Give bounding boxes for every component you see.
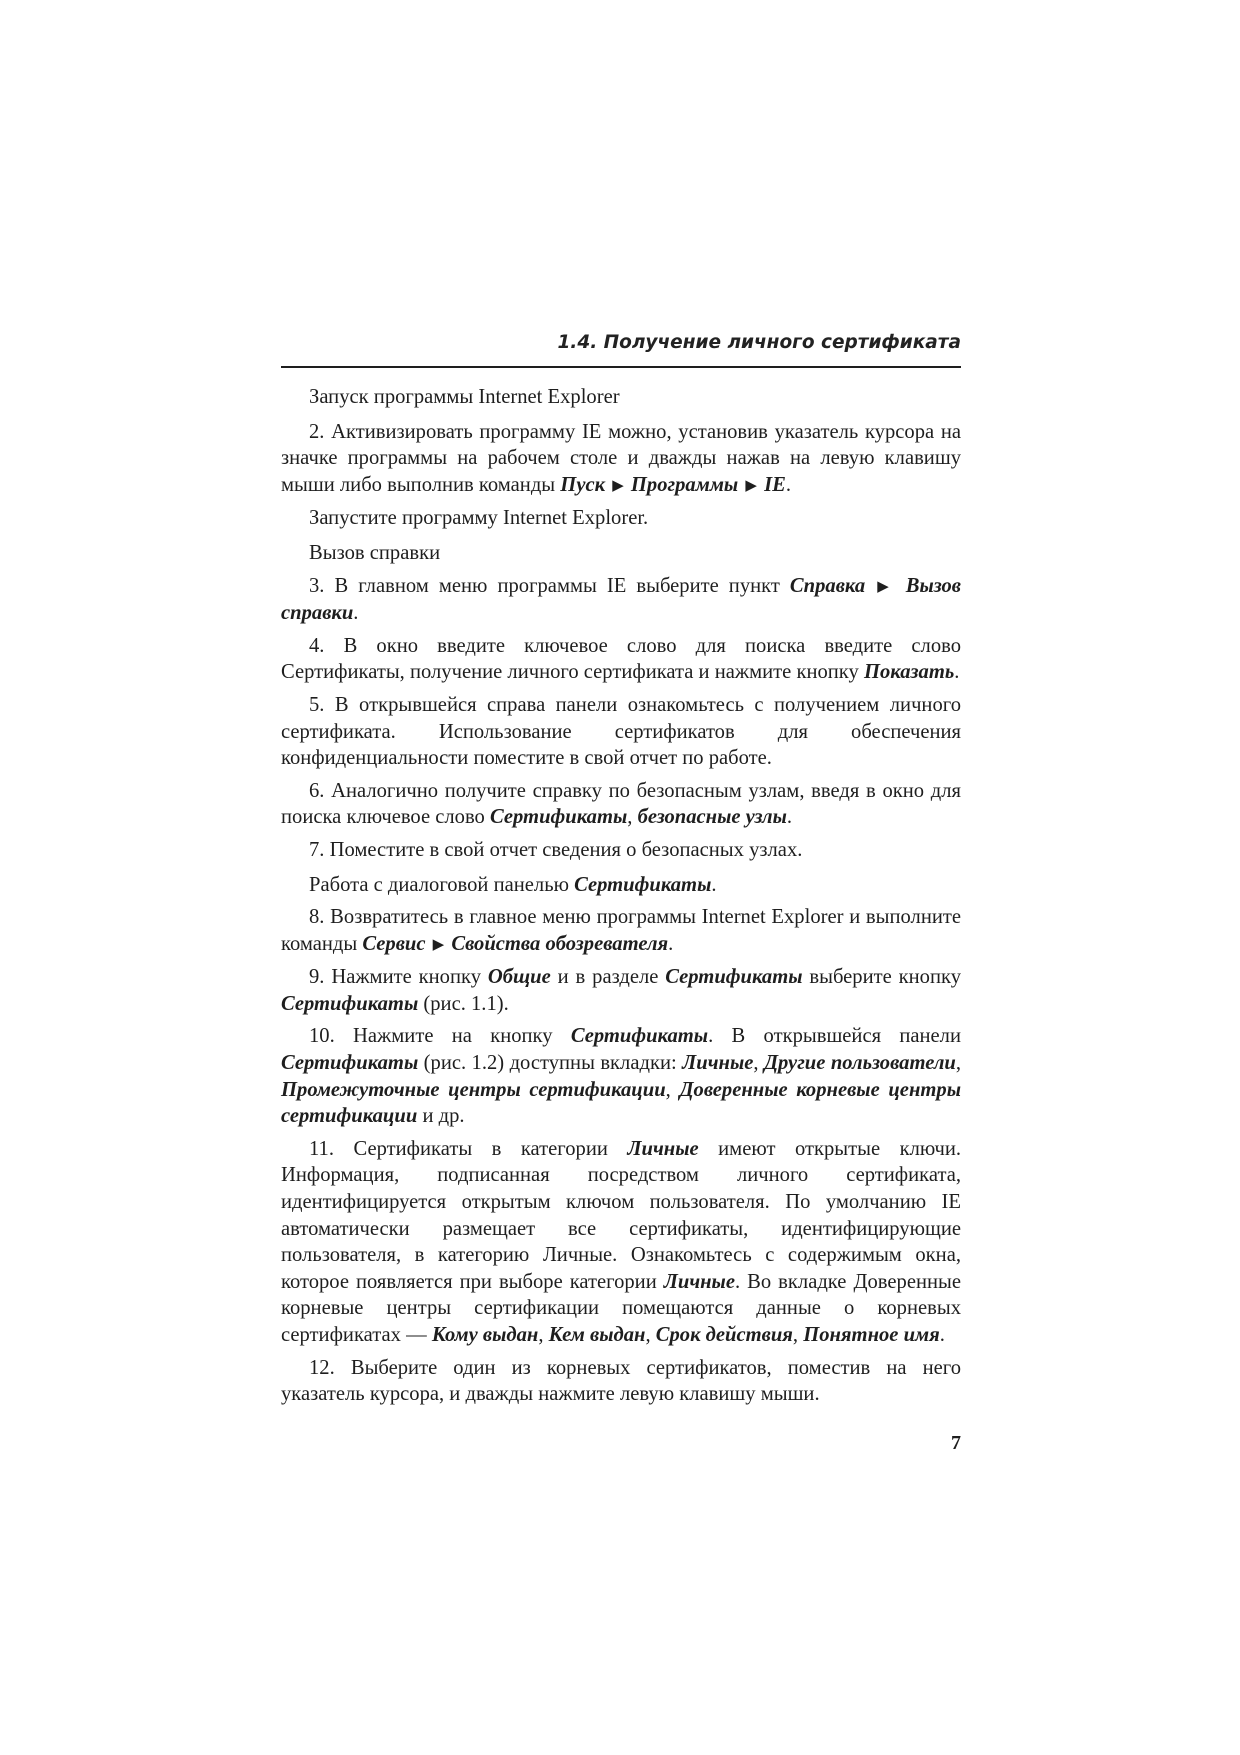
tab-intermediate-ca-name: Промежуточные центры сертификации [281, 1078, 666, 1101]
paragraph-step-2: 2. Активизировать программу IE можно, установив указатель курсора на значке программы на рабочем столе и дважды нажав на левую клавишу мыши либо выполнив команды Пуск ▶ Программы ▶ IE. [281, 420, 961, 496]
document-page [281, 0, 961, 1755]
body-text [281, 384, 961, 1414]
command-browser-properties: Свойства обозревателя [451, 932, 669, 955]
running-head-title: 1.4. Получение личного сертификата [557, 332, 961, 353]
page-number: 7 [951, 1432, 961, 1454]
panel-certificates-name: Сертификаты [281, 1052, 419, 1075]
command-service: Сервис [362, 932, 426, 955]
tab-other-users-name: Другие пользователи [763, 1052, 956, 1075]
paragraph-step-10: 10. Нажмите на кнопку Сертификаты. В открывшейся панели Сертификаты (рис. 1.2) доступны вкладки: Личные, Другие пользователи, Промежуточные центры сертификации, Доверенные корневые центры сертификации и др. [281, 1025, 962, 1128]
button-certificates-name: Сертификаты [570, 1025, 709, 1048]
paragraph-step-11: 11. Сертификаты в категории Личные имеют открытые ключи. Информация, подписанная посредством личного сертификата, идентифицируется открытым ключом пользователя. По умолчанию IE автоматически размещает все сертификаты, идентифицирующие пользователя, в категорию Личные. Ознакомьтесь с содержимым окна, которое появляется при выборе категории Личные. Во вкладке Доверенные корневые центры сертификации помещаются данные о корневых сертификатах — Кому выдан, Кем выдан, Срок действия, Понятное имя. [281, 1137, 961, 1346]
paragraph-step-3: 3. В главном меню программы IE выберите пункт Справка ▶ Вызов справки. [281, 574, 961, 625]
paragraph-step-8: 8. Возвратитесь в главное меню программы Internet Explorer и выполните команды Сервис ▶ Свойства обозревателя. [281, 906, 961, 955]
button-certificates-name: Сертификаты [281, 992, 419, 1015]
command-ie: IE [764, 473, 786, 496]
category-personal-name: Личные [627, 1137, 699, 1160]
tab-trusted-root-ca-name: Доверенные корневые центры сертификации [281, 1078, 961, 1128]
keyword-certificates: Сертификаты [490, 806, 628, 829]
command-call-help: Вызов справки [281, 574, 961, 625]
tab-personal-name: Личные [682, 1052, 754, 1075]
keyword-safe-sites: безопасные узлы [637, 806, 787, 829]
paragraph-step-7: 7. Поместите в свой отчет сведения о безопасных узлах. [309, 838, 803, 861]
paragraph-instruction-launch: Запустите программу Internet Explorer. [309, 507, 649, 530]
paragraph-step-12: 12. Выберите один из корневых сертификатов, поместив на него указатель курсора, и дважды нажмите левую клавишу мыши. [281, 1356, 961, 1406]
paragraph-step-4: 4. В окно введите ключевое слово для поиска введите слово Сертификаты, получение личного сертификата и нажмите кнопку Показать. [281, 634, 961, 684]
dialog-certificates-name: Сертификаты [574, 873, 712, 896]
menu-arrow-icon: ▶ [612, 475, 624, 494]
section-certificates-name: Сертификаты [665, 966, 803, 989]
section-heading-help: Вызов справки [309, 541, 441, 564]
column-issued-by-name: Кем выдан [548, 1324, 646, 1346]
column-expiration-name: Срок действия [655, 1324, 793, 1346]
section-heading-launch: Запуск программы Internet Explorer [309, 386, 620, 408]
column-issued-to-name: Кому выдан [431, 1324, 539, 1346]
command-programs: Программы [630, 473, 739, 496]
running-head [281, 326, 961, 368]
column-friendly-name: Понятное имя [803, 1324, 940, 1346]
section-heading-dialog: Работа с диалоговой панелью Сертификаты. [309, 873, 717, 896]
menu-arrow-icon: ▶ [745, 475, 757, 494]
paragraph-step-9: 9. Нажмите кнопку Общие и в разделе Сертификаты выберите кнопку Сертификаты (рис. 1.1). [281, 966, 961, 1015]
command-help: Справка [789, 574, 866, 597]
command-show: Показать [863, 661, 955, 684]
button-general-name: Общие [487, 966, 551, 989]
category-personal-name: Личные [663, 1270, 735, 1293]
paragraph-step-6: 6. Аналогично получите справку по безопасным узлам, введя в окно для поиска ключевое слово Сертификаты, безопасные узлы. [281, 779, 961, 829]
menu-arrow-icon: ▶ [877, 576, 894, 595]
command-start: Пуск [560, 473, 606, 496]
paragraph-step-5: 5. В открывшейся справа панели ознакомьтесь с получением личного сертификата. Использование сертификатов для обеспечения конфиденциальности поместите в свой отчет по работе. [281, 693, 961, 770]
menu-arrow-icon: ▶ [432, 934, 445, 953]
